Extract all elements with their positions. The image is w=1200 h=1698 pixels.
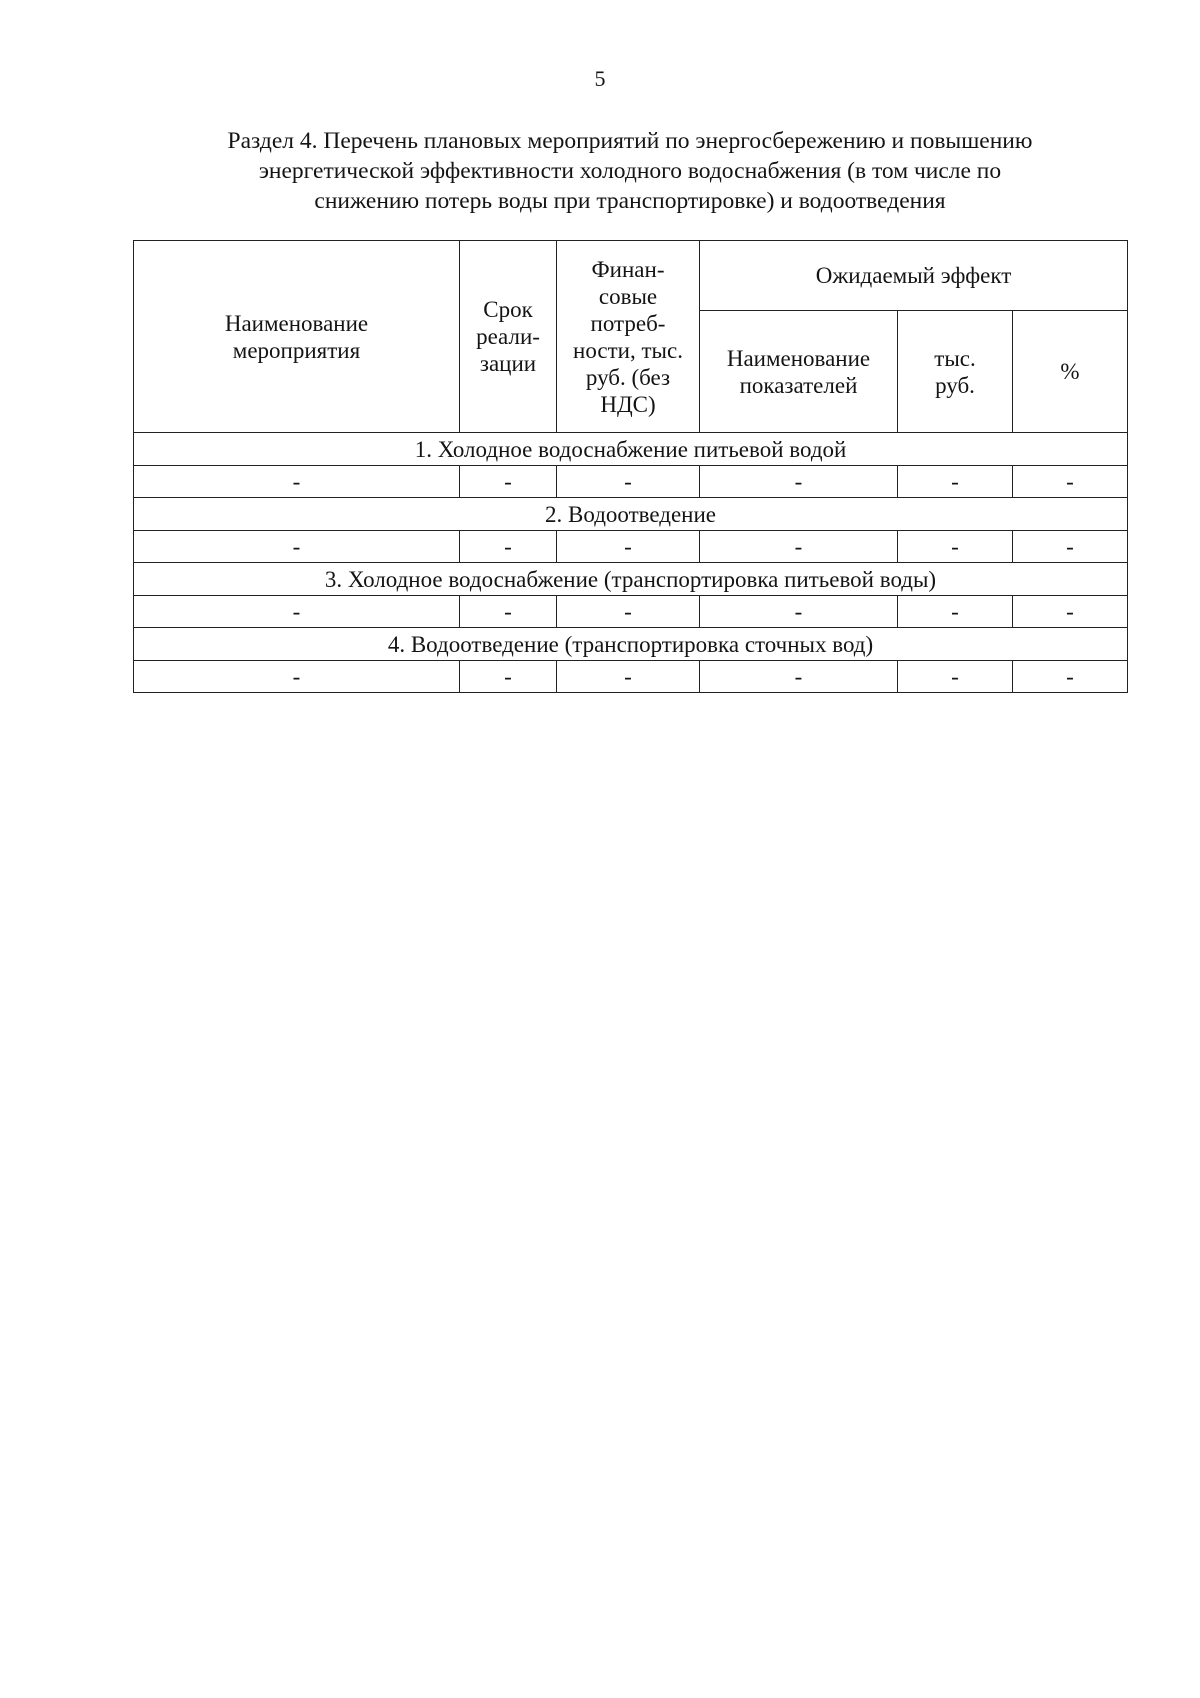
table-cell: - [898, 596, 1013, 628]
table-cell: - [134, 596, 460, 628]
table-header-row [134, 241, 1128, 311]
section-row [134, 628, 1128, 661]
table-cell: - [557, 661, 700, 693]
header-expected-effect: Ожидаемый эффект [700, 241, 1128, 311]
table-cell: - [460, 531, 557, 563]
table-cell: - [700, 661, 898, 693]
section-title-cell: 4. Водоотведение (транспортировка сточных вод) [134, 628, 1128, 661]
section-row [134, 433, 1128, 466]
section-title-cell: 2. Водоотведение [134, 498, 1128, 531]
table-cell: - [1013, 661, 1128, 693]
table-cell: - [460, 661, 557, 693]
table-cell: - [557, 531, 700, 563]
table-cell: - [557, 466, 700, 498]
table-row [134, 661, 1128, 693]
header-indicator-name: Наименование показателей [700, 311, 898, 433]
section-row [134, 498, 1128, 531]
header-measure-name: Наименование мероприятия [134, 241, 460, 433]
section-title [160, 126, 1100, 216]
section-title-line: энергетической эффективности холодного водоснабжения (в том числе по [258, 158, 1002, 184]
header-percent: % [1013, 311, 1128, 433]
table-cell: - [700, 466, 898, 498]
table-cell: - [460, 596, 557, 628]
table-cell: - [898, 661, 1013, 693]
table-cell: - [134, 531, 460, 563]
section-title-line: Раздел 4. Перечень плановых мероприятий по энергосбережению и повышению [227, 128, 1033, 154]
table-cell: - [557, 596, 700, 628]
table-cell: - [134, 661, 460, 693]
table-cell: - [1013, 531, 1128, 563]
table-row [134, 596, 1128, 628]
header-implementation-period: Срок реали- зации [460, 241, 557, 433]
table-cell: - [460, 466, 557, 498]
table-cell: - [898, 466, 1013, 498]
page-number: 5 [594, 66, 606, 91]
section-title-cell: 3. Холодное водоснабжение (транспортировка питьевой воды) [134, 563, 1128, 596]
section-title-line: снижению потерь воды при транспортировке) и водоотведения [314, 188, 946, 214]
section-row [134, 563, 1128, 596]
table-row [134, 466, 1128, 498]
table-cell: - [1013, 596, 1128, 628]
table-cell: - [700, 531, 898, 563]
section-title-cell: 1. Холодное водоснабжение питьевой водой [134, 433, 1128, 466]
table-cell: - [898, 531, 1013, 563]
table-cell: - [700, 596, 898, 628]
measures-table [133, 240, 1128, 693]
table-cell: - [1013, 466, 1128, 498]
table-cell: - [134, 466, 460, 498]
table-row [134, 531, 1128, 563]
header-thousand-rub: тыс. руб. [898, 311, 1013, 433]
header-financial-needs: Финан- совые потреб- ности, тыс. руб. (без НДС) [557, 241, 700, 433]
